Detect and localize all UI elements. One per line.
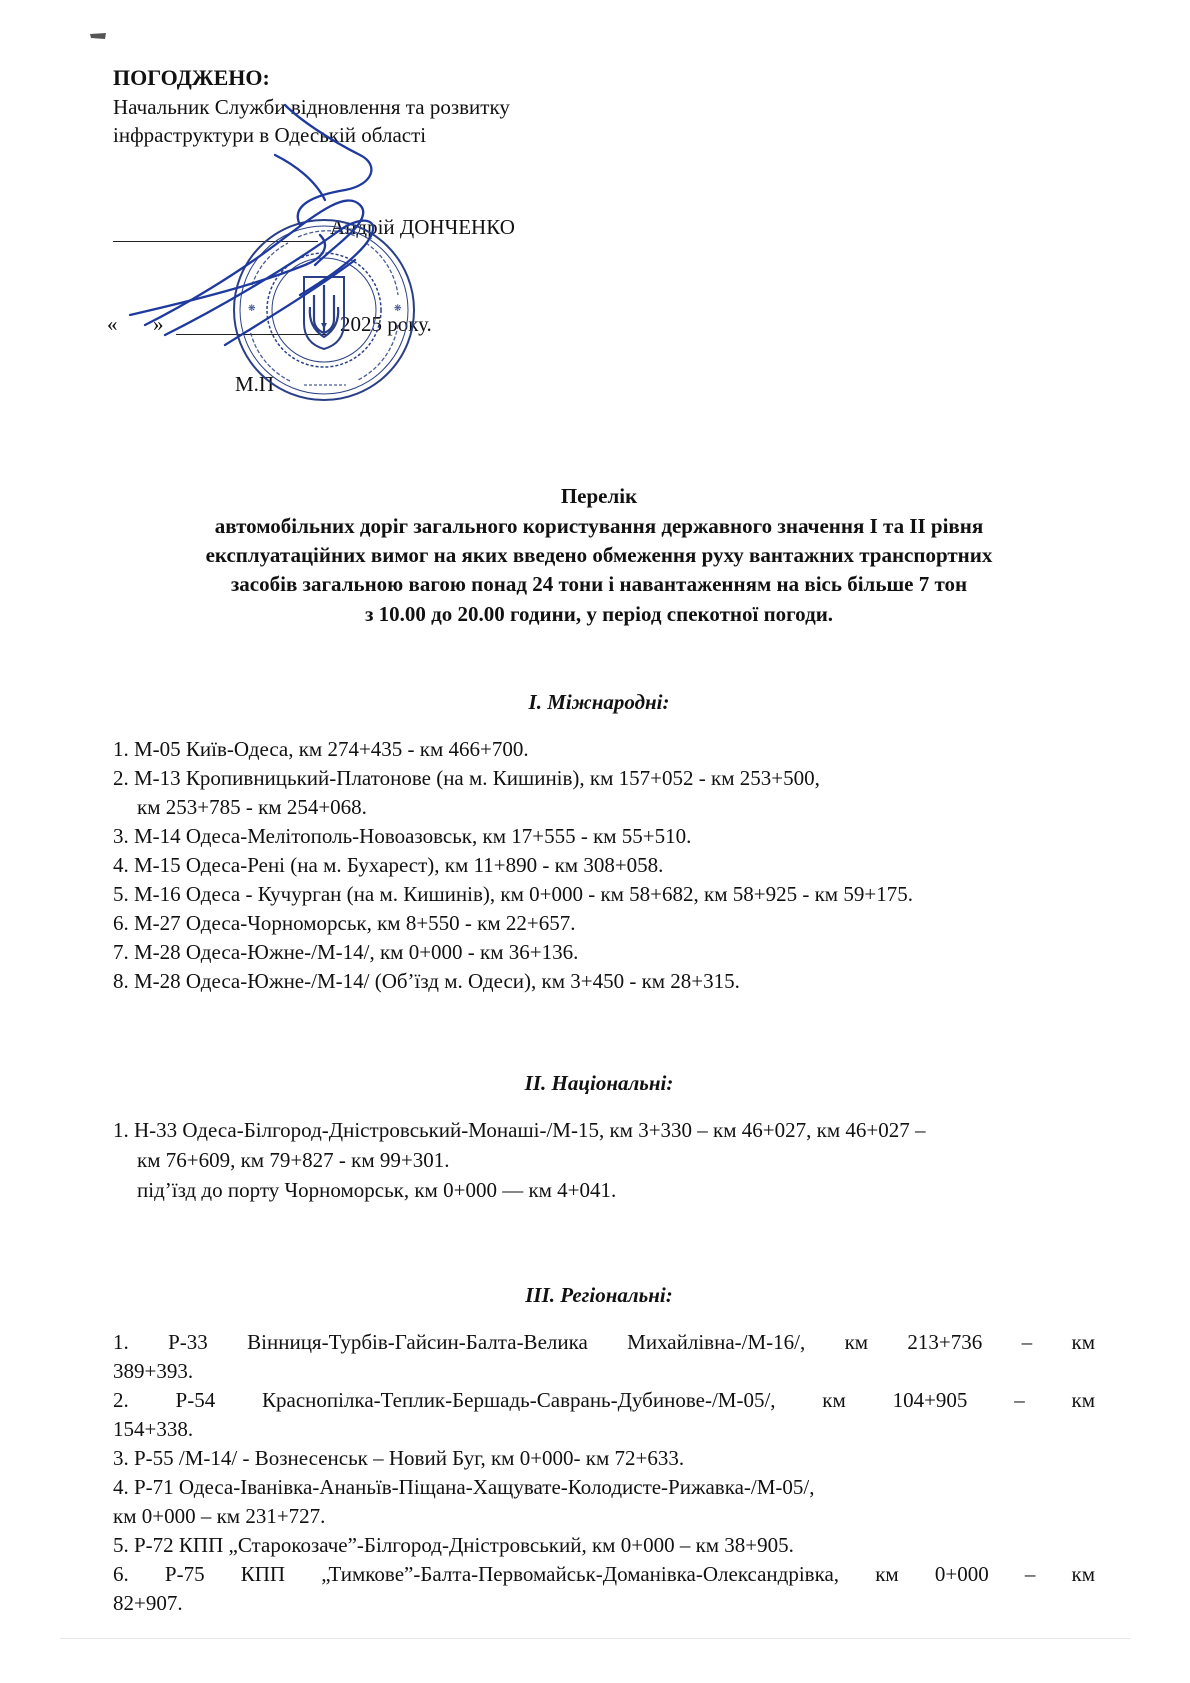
approver-name: Андрій ДОНЧЕНКО [330,215,515,239]
approval-position-line-2: інфраструктури в Одеській області [113,123,427,147]
list-item-continuation: 82+907. [113,1591,183,1615]
list-item-continuation: км 253+785 - км 254+068. [137,795,367,819]
handwritten-signature [125,95,425,355]
list-item-continuation: 389+393. [113,1359,194,1383]
list-item: 4. М-15 Одеса-Рені (на м. Бухарест), км 11+890 - км 308+058. [113,853,664,877]
section-heading-national: ІІ. Національні: [524,1071,674,1095]
list-item: 1. Р-33 Вінниця-Турбів-Гайсин-Балта-Велика Михайлівна-/М-16/, км 213+736 – км [113,1330,1095,1354]
approval-heading: ПОГОДЖЕНО: [113,65,270,90]
page-bottom-edge [60,1638,1130,1639]
list-item-continuation: км 0+000 – км 231+727. [113,1504,326,1528]
list-item: 2. Р-54 Краснопілка-Теплик-Бершадь-Саврань-Дубинове-/М-05/, км 104+905 – км [113,1388,1095,1412]
list-item: 4. Р-71 Одеса-Іванівка-Ананьїв-Піщана-Хащувате-Колодисте-Рижавка-/М-05/, [113,1475,815,1499]
section-heading-international: І. Міжнародні: [528,690,670,714]
approval-position-line-1: Начальник Служби відновлення та розвитку [113,95,510,119]
date-year: 2025 року. [340,312,432,336]
document-subtitle-line-4: з 10.00 до 20.00 години, у період спекотної погоди. [364,602,834,626]
list-item: 6. Р-75 КПП „Тимкове”-Балта-Первомайськ-Доманівка-Олександрівка, км 0+000 – км [113,1562,1095,1586]
section-heading-regional: ІІІ. Регіональні: [525,1283,673,1307]
list-item: 5. М-16 Одеса - Кучурган (на м. Кишинів), км 0+000 - км 58+682, км 58+925 - км 59+175. [113,882,913,906]
scan-mark [88,30,108,42]
svg-text:❋: ❋ [394,304,402,314]
list-item-continuation: під’їзд до порту Чорноморськ, км 0+000 — км 4+041. [137,1178,617,1202]
list-item: 6. М-27 Одеса-Чорноморськ, км 8+550 - км 22+657. [113,911,576,935]
document-subtitle-line-1: автомобільних доріг загального користування державного значення I та II рівня [214,514,984,538]
stamp-place-label: М.П [235,372,275,396]
list-item: 3. М-14 Одеса-Мелітополь-Новоазовськ, км 17+555 - км 55+510. [113,824,692,848]
list-item-continuation: км 76+609, км 79+827 - км 99+301. [137,1148,450,1172]
list-item-continuation: 154+338. [113,1417,194,1441]
list-item: 7. М-28 Одеса-Южне-/М-14/, км 0+000 - км 36+136. [113,940,579,964]
svg-text:❋: ❋ [248,304,256,314]
list-item: 2. М-13 Кропивницький-Платонове (на м. Кишинів), км 157+052 - км 253+500, [113,766,820,790]
document-subtitle-line-3: засобів загальною вагою понад 24 тони і навантаженням на вісь більше 7 тон [230,572,968,596]
list-item: 1. Н-33 Одеса-Білгород-Дністровський-Монаші-/М-15, км 3+330 – км 46+027, км 46+027 – [113,1118,926,1142]
document-title: Перелік [560,484,638,508]
list-item: 8. М-28 Одеса-Южне-/М-14/ (Об’їзд м. Одеси), км 3+450 - км 28+315. [113,969,740,993]
list-item: 5. Р-72 КПП „Старокозаче”-Білгород-Дністровський, км 0+000 – км 38+905. [113,1533,794,1557]
date-quote-close: » [153,312,164,336]
list-item: 3. Р-55 /М-14/ - Вознесенськ – Новий Буг, км 0+000- км 72+633. [113,1446,685,1470]
document-subtitle-line-2: експлуатаційних вимог на яких введено обмеження руху вантажних транспортних [205,543,993,567]
date-quote-open: « [107,312,118,336]
list-item: 1. М-05 Київ-Одеса, км 274+435 - км 466+700. [113,737,529,761]
